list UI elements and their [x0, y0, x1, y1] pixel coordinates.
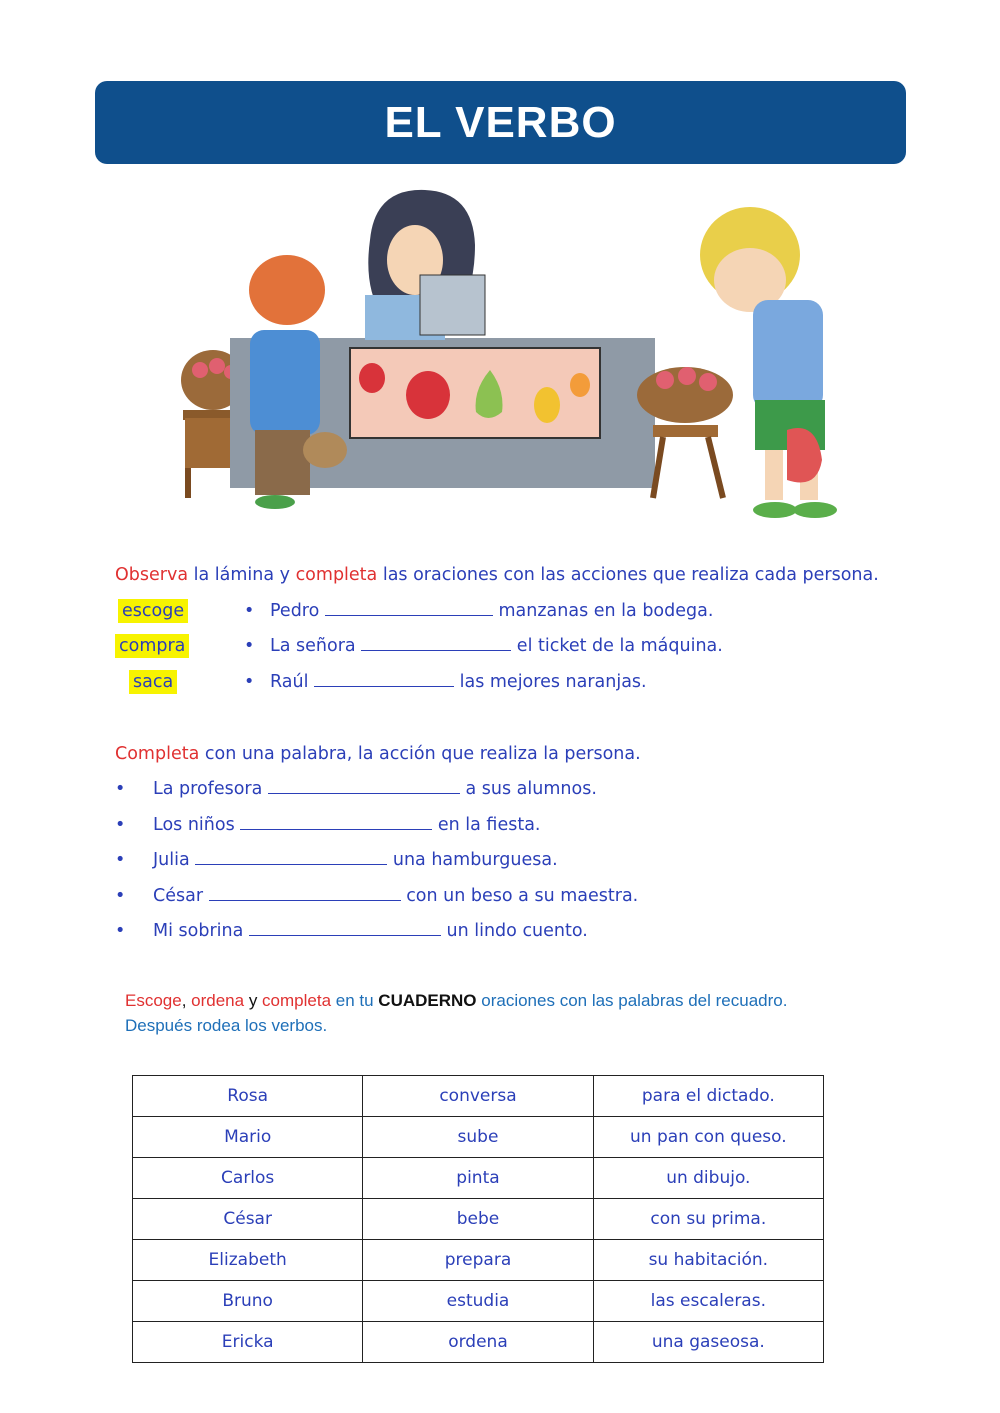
sentence-4	[115, 779, 597, 799]
sentence-start: Raúl	[270, 672, 309, 692]
table-row	[133, 1199, 824, 1240]
sentence-end: en la fiesta.	[437, 815, 541, 835]
sentence-end: un lindo cuento.	[446, 921, 588, 941]
table-cell: las escaleras.	[593, 1281, 823, 1322]
table-cell: conversa	[363, 1076, 593, 1117]
table-cell: Rosa	[133, 1076, 363, 1117]
table-cell: Ericka	[133, 1322, 363, 1363]
sentence-end: el ticket de la máquina.	[516, 636, 723, 656]
sentence-6	[115, 850, 558, 870]
instruction-word: completa	[295, 565, 378, 585]
answer-blank[interactable]	[195, 850, 387, 865]
bullet: •	[244, 672, 255, 692]
bullet: •	[244, 636, 255, 656]
table-cell: Elizabeth	[133, 1240, 363, 1281]
table-row	[133, 1322, 824, 1363]
sentence-start: La profesora	[153, 779, 263, 799]
sentence-end: las mejores naranjas.	[459, 672, 647, 692]
sentence-end: a sus alumnos.	[465, 779, 597, 799]
sentence-5	[115, 815, 540, 835]
instruction-word: completa	[262, 991, 332, 1010]
instruction-word: Observa	[115, 565, 189, 585]
word-bank-item	[118, 601, 188, 621]
table-cell: estudia	[363, 1281, 593, 1322]
answer-blank[interactable]	[268, 779, 460, 794]
table-cell: para el dictado.	[593, 1076, 823, 1117]
sentence-3	[244, 672, 647, 692]
table-cell: ordena	[363, 1322, 593, 1363]
instruction-3	[125, 988, 805, 1038]
table-cell: un pan con queso.	[593, 1117, 823, 1158]
page-title: EL VERBO	[384, 97, 617, 147]
sentence-start: Julia	[153, 850, 190, 870]
instruction-bold-word: CUADERNO	[378, 991, 477, 1010]
bullet: •	[244, 601, 255, 621]
answer-blank[interactable]	[209, 886, 401, 901]
instruction-text: en tu	[331, 991, 379, 1010]
instruction-text: oraciones con las palabras del recuadro. Después rodea los verbos.	[125, 991, 788, 1035]
sentence-end: manzanas en la bodega.	[498, 601, 714, 621]
table-cell: César	[133, 1199, 363, 1240]
table-cell: una gaseosa.	[593, 1322, 823, 1363]
word-compra: compra	[115, 634, 189, 658]
market-scene-illustration	[175, 180, 845, 535]
sentence-start: Pedro	[270, 601, 320, 621]
table-cell: Bruno	[133, 1281, 363, 1322]
sentence-8	[115, 921, 588, 941]
bullet: •	[115, 815, 126, 835]
word-escoge: escoge	[118, 599, 188, 623]
instruction-word: ordena	[191, 991, 245, 1010]
sentence-end: con un beso a su maestra.	[406, 886, 639, 906]
sentence-7	[115, 886, 638, 906]
table-cell: pinta	[363, 1158, 593, 1199]
instruction-text: la lámina y	[188, 565, 296, 585]
instruction-text: y	[244, 991, 263, 1010]
table-row	[133, 1158, 824, 1199]
sentence-start: Los niños	[153, 815, 235, 835]
word-bank-item	[129, 672, 177, 692]
answer-blank[interactable]	[314, 672, 454, 687]
instruction-text: con una palabra, la acción que realiza la persona.	[199, 744, 641, 764]
table-cell: bebe	[363, 1199, 593, 1240]
instruction-word: Completa	[115, 744, 200, 764]
instruction-text: ,	[181, 991, 192, 1010]
answer-blank[interactable]	[361, 636, 511, 651]
sentence-2	[244, 636, 723, 656]
bullet: •	[115, 886, 126, 906]
table-cell: con su prima.	[593, 1199, 823, 1240]
table-cell: un dibujo.	[593, 1158, 823, 1199]
table-row	[133, 1281, 824, 1322]
title-banner	[95, 81, 906, 164]
word-saca: saca	[129, 670, 177, 694]
sentence-start: Mi sobrina	[153, 921, 244, 941]
sentence-start: César	[153, 886, 204, 906]
bullet: •	[115, 779, 126, 799]
sentence-start: La señora	[270, 636, 356, 656]
table-row	[133, 1076, 824, 1117]
word-table	[132, 1075, 824, 1363]
word-bank-item	[115, 636, 189, 656]
sentence-end: una hamburguesa.	[392, 850, 558, 870]
answer-blank[interactable]	[240, 815, 432, 830]
table-cell: Carlos	[133, 1158, 363, 1199]
table-cell: sube	[363, 1117, 593, 1158]
answer-blank[interactable]	[249, 921, 441, 936]
table-cell: su habitación.	[593, 1240, 823, 1281]
table-cell: Mario	[133, 1117, 363, 1158]
table-cell: prepara	[363, 1240, 593, 1281]
instruction-1	[115, 565, 879, 585]
sentence-1	[244, 601, 713, 621]
table-row	[133, 1240, 824, 1281]
table-row	[133, 1117, 824, 1158]
bullet: •	[115, 850, 126, 870]
instruction-text: las oraciones con las acciones que realiza cada persona.	[377, 565, 879, 585]
answer-blank[interactable]	[325, 601, 493, 616]
instruction-word: Escoge	[125, 991, 182, 1010]
instruction-2	[115, 744, 641, 764]
bullet: •	[115, 921, 126, 941]
